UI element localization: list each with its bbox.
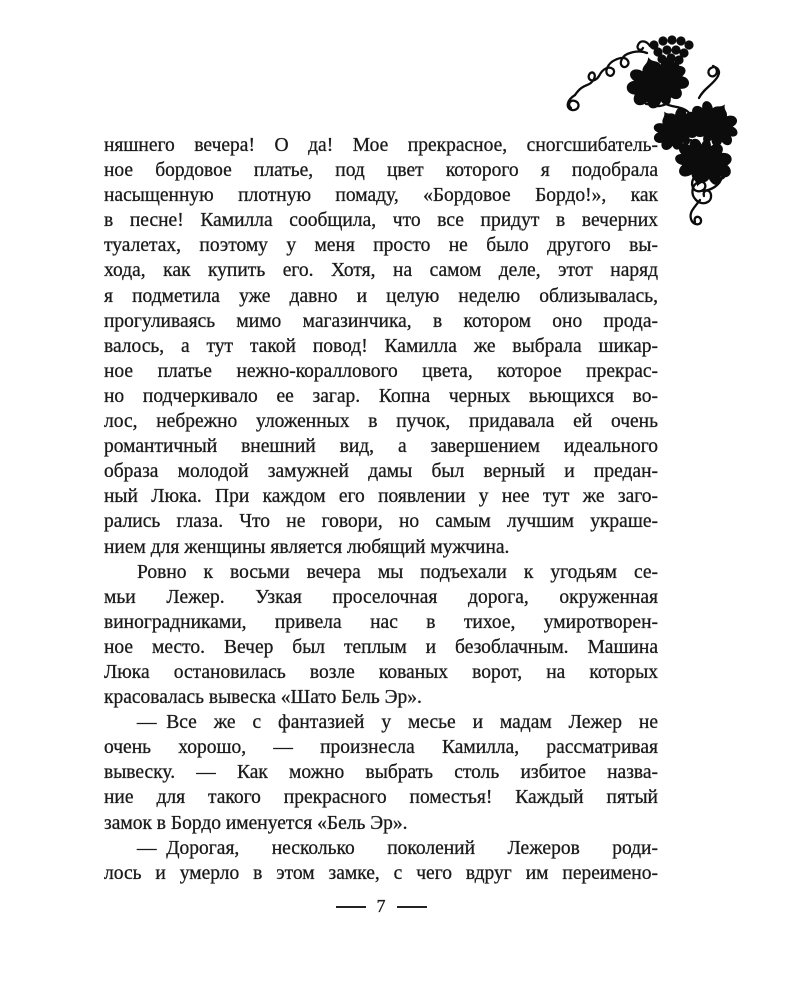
text-line: няшнего вечера! О да! Мое прекрасное, сногсшибатель- [104, 135, 658, 156]
text-line: — Дорогая, несколько поколений Лежеров роди- [137, 837, 658, 859]
text-line: Ровно к восьми вечера мы подъехали к угодьям се- [137, 561, 658, 583]
text-line: замок в Бордо именуется «Бель Эр». [104, 812, 408, 834]
text-line: но подчеркивало ее загар. Копна черных вьющихся во- [104, 385, 658, 407]
text-line: прогуливаясь мимо магазинчика, в котором оно прода- [104, 310, 658, 332]
text-line: лось и умерло в этом замке, с чего вдруг им переимено- [104, 862, 658, 884]
text-line: насыщенную плотную помаду, «Бордовое Бордо!», как [104, 185, 658, 207]
text-line: мьи Лежер. Узкая проселочная дорога, окруженная [104, 586, 658, 608]
text-line: нием для женщины является любящий мужчина. [104, 536, 510, 558]
text-line: ние для такого прекрасного поместья! Каждый пятый [104, 787, 658, 809]
text-line: ный Люка. При каждом его появлении у нее тут же заго- [104, 486, 658, 508]
page-number: 7 [376, 895, 386, 916]
text-line: виноградниками, привела нас в тихое, умиротворен- [104, 611, 658, 633]
text-line: романтичный внешний вид, а завершением идеального [104, 436, 658, 458]
text-line: в песне! Камилла сообщила, что все придут в вечерних [104, 210, 658, 232]
tendril-left-spiral [568, 95, 579, 110]
text-line: ное бордовое платье, под цвет которого я подобрала [104, 160, 658, 182]
text-line: лос, небрежно уложенных в пучок, придавала ей очень [104, 411, 658, 433]
tendril-bunch-curl [638, 41, 650, 50]
text-line: ное платье нежно-кораллового цвета, которое прекрас- [104, 360, 658, 382]
page-footer [104, 895, 658, 919]
text-line: — Все же с фантазией у месье и мадам Лежер не [137, 712, 658, 734]
text-block [104, 133, 658, 886]
text-line: Люка остановилась возле кованых ворот, на которых [104, 661, 658, 683]
text-line: валось, а тут такой повод! Камилла же выбрала шикар- [104, 335, 658, 357]
text-line: хода, как купить его. Хотя, на самом деле, этот наряд [104, 260, 658, 282]
page-number-dash-left [336, 906, 366, 908]
text-line: красовалась вывеска «Шато Бель Эр». [104, 687, 422, 709]
text-line: туалетах, поэтому у меня просто не было другого вы- [104, 235, 658, 257]
tendril-right-spiral [699, 66, 719, 98]
text-line: ное место. Вечер был теплым и безоблачным. Машина [104, 636, 658, 658]
text-line: очень хорошо, — произнесла Камилла, рассматривая [104, 737, 658, 759]
page-number-dash-right [397, 906, 427, 908]
text-line: вывеску. — Как можно выбрать столь избитое назва- [104, 762, 658, 784]
text-line: рались глаза. Что не говори, но самым лучшим украше- [104, 511, 658, 533]
text-line: образа молодой замужней дамы был верный и предан- [104, 461, 658, 483]
text-line: я подметила уже давно и целую неделю облизывалась, [104, 285, 658, 307]
